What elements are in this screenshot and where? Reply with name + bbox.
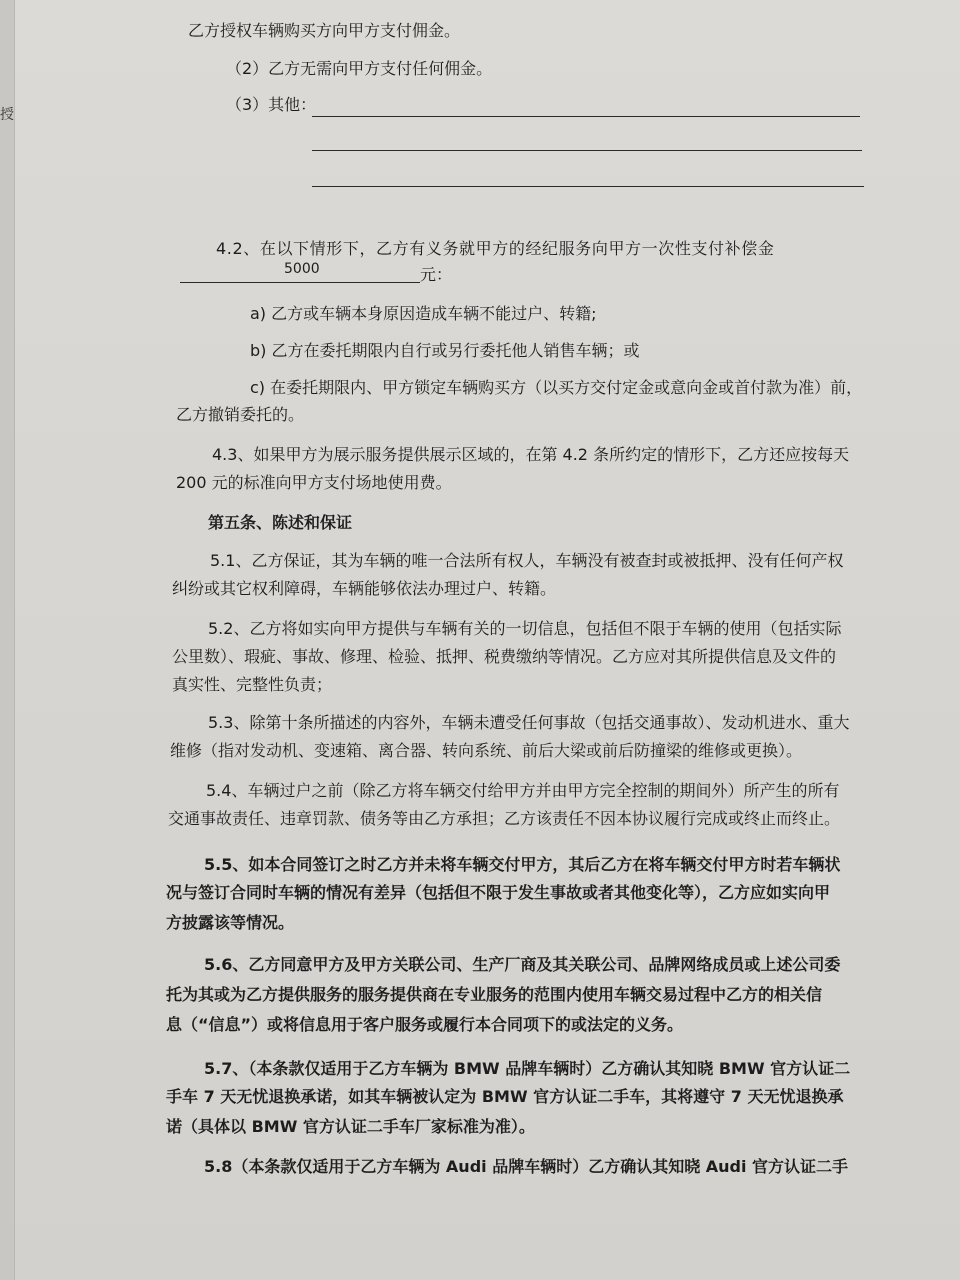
clause-5-1-line1: 5.1、乙方保证，其为车辆的唯一合法所有权人，车辆没有被查封或被抵押、没有任何产权 [210, 551, 844, 570]
clause-5-6-line2: 托为其或为乙方提供服务的服务提供商在专业服务的范围内使用车辆交易过程中乙方的相关信 [166, 985, 823, 1004]
clause-5-4-line1: 5.4、车辆过户之前（除乙方将车辆交付给甲方并由甲方完全控制的期间外）所产生的所有 [206, 781, 840, 800]
item-a: a) 乙方或车辆本身原因造成车辆不能过户、转籍; [250, 304, 597, 323]
clause-5-2-line1: 5.2、乙方将如实向甲方提供与车辆有关的一切信息，包括但不限于车辆的使用（包括实际 [208, 619, 842, 638]
blank-line-2 [312, 150, 862, 151]
blank-line-1 [312, 116, 860, 117]
item-c-line1: c) 在委托期限内、甲方锁定车辆购买方（以买方交付定金或意向金或首付款为准）前， [250, 378, 863, 397]
underlying-sheet-edge [0, 0, 15, 1280]
item-b: b) 乙方在委托期限内自行或另行委托他人销售车辆；或 [250, 341, 640, 360]
yuan-label: 元： [420, 265, 453, 284]
line-commission: 乙方授权车辆购买方向甲方支付佣金。 [188, 21, 461, 40]
item-c-line2: 乙方撤销委托的。 [176, 405, 305, 424]
clause-4-3-line1: 4.3、如果甲方为展示服务提供展示区域的，在第 4.2 条所约定的情形下，乙方还应按每天 [212, 445, 850, 464]
clause-4-2: 4.2、在以下情形下，乙方有义务就甲方的经纪服务向甲方一次性支付补偿金 [216, 239, 775, 258]
clause-5-7-line3: 诺（具体以 BMW 官方认证二手车厂家标准为准）。 [166, 1117, 535, 1136]
amount-line [180, 282, 420, 283]
option-3: （3）其他： [226, 95, 317, 114]
clause-5-5-line2: 况与签订合同时车辆的情况有差异（包括但不限于发生事故或者其他变化等），乙方应如实向甲 [166, 883, 831, 902]
clause-5-2-line3: 真实性、完整性负责； [172, 675, 333, 694]
clause-5-1-line2: 纠纷或其它权利障碍，车辆能够依法办理过户、转籍。 [172, 579, 557, 598]
clause-5-5-line1: 5.5、如本合同签订之时乙方并未将车辆交付甲方，其后乙方在将车辆交付甲方时若车辆状 [204, 855, 841, 874]
clause-5-8-line1: 5.8（本条款仅适用于乙方车辆为 Audi 品牌车辆时）乙方确认其知晓 Audi 官方认证二手 [204, 1157, 849, 1176]
clause-5-4-line2: 交通事故责任、违章罚款、债务等由乙方承担；乙方该责任不因本协议履行完成或终止而终止。 [168, 809, 841, 828]
clause-5-7-line2: 手车 7 天无忧退换承诺，如其车辆被认定为 BMW 官方认证二手车，其将遵守 7 天无忧退换承 [166, 1087, 844, 1106]
article-5-heading: 第五条、陈述和保证 [208, 513, 353, 532]
option-2: （2）乙方无需向甲方支付任何佣金。 [226, 59, 493, 78]
blank-line-3 [312, 186, 864, 187]
amount-value: 5000 [284, 261, 320, 277]
clause-5-3-line1: 5.3、除第十条所描述的内容外，车辆未遭受任何事故（包括交通事故）、发动机进水、重大 [208, 713, 850, 732]
clause-5-7-line1: 5.7、（本条款仅适用于乙方车辆为 BMW 品牌车辆时）乙方确认其知晓 BMW 官方认证二 [204, 1059, 851, 1078]
clause-5-6-line3: 息（“信息”）或将信息用于客户服务或履行本合同项下的或法定的义务。 [166, 1015, 684, 1034]
clause-5-3-line2: 维修（指对发动机、变速箱、离合器、转向系统、前后大梁或前后防撞梁的维修或更换）。 [170, 741, 803, 760]
clause-5-5-line3: 方披露该等情况。 [166, 913, 295, 932]
clause-5-2-line2: 公里数）、瑕疵、事故、修理、检验、抵押、税费缴纳等情况。乙方应对其所提供信息及文件的 [172, 647, 837, 666]
clause-5-6-line1: 5.6、乙方同意甲方及甲方关联公司、生产厂商及其关联公司、品牌网络成员或上述公司委 [204, 955, 841, 974]
clause-4-3-line2: 200 元的标准向甲方支付场地使用费。 [176, 473, 452, 492]
edge-fragment: 授 [0, 107, 14, 123]
